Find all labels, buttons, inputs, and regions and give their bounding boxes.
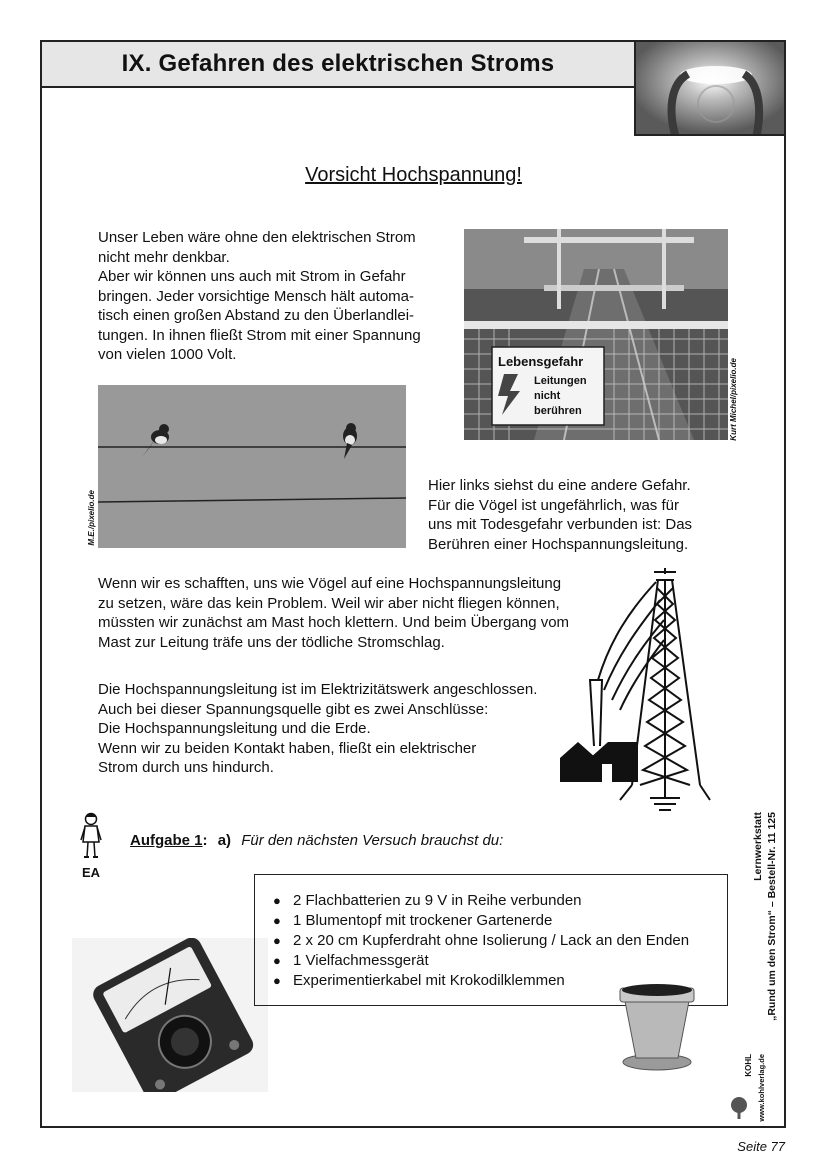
material-item: ● 2 x 20 cm Kupferdraht ohne Isolierung / Lack an den Enden <box>273 931 727 951</box>
intro-line: tungen. In ihnen fließt Strom mit einer Spannung <box>98 326 421 344</box>
sidebar-series-line: Lernwerkstatt <box>752 812 764 881</box>
railway-photo <box>464 229 728 440</box>
ea-label: EA <box>81 865 101 880</box>
sidebar-title <box>752 812 764 881</box>
birds-line: uns mit Todesgefahr verbunden ist: Das <box>428 516 693 533</box>
railway-photo-credit: Kurt Michel/pixelio.de <box>729 358 738 441</box>
sidebar-order-line: „Rund um den Strom“ – Bestell-Nr. 11 125 <box>766 812 778 1021</box>
warning-sign-line: nicht <box>534 390 561 402</box>
section-heading <box>0 164 827 187</box>
individual-work-marker <box>79 812 103 880</box>
task-part: a) <box>217 832 232 849</box>
birds-line: Für die Vögel ist ungefährlich, was für <box>428 496 679 514</box>
power-line: Auch bei dieser Spannungsquelle gibt es zwei Anschlüsse: <box>98 700 489 718</box>
warning-sign-line: Leitungen <box>534 375 587 387</box>
title-bar <box>40 40 636 88</box>
power-station-paragraph <box>98 680 578 778</box>
power-line: Wenn wir zu beiden Kontakt haben, fließt ein elektrischer <box>98 739 477 757</box>
climbing-line: Wenn wir es schafften, uns wie Vögel auf eine Hochspannungsleitung <box>98 575 562 592</box>
intro-line: bringen. Jeder vorsichtige Mensch hält automa- <box>98 287 414 305</box>
intro-paragraph <box>98 228 453 365</box>
warning-sign-line: berühren <box>534 405 582 417</box>
publisher-logo: KOHL <box>744 1054 753 1077</box>
warning-sign-text <box>534 374 587 419</box>
intro-line: tisch einen großen Abstand zu den Überlandlei- <box>98 307 415 324</box>
climbing-line: Mast zur Leitung träfe uns der tödliche Stromschlag. <box>98 633 445 651</box>
multimeter-photo <box>72 938 268 1092</box>
birds-line: Hier links siehst du eine andere Gefahr. <box>428 477 691 494</box>
publisher-url: www.kohlverlag.de <box>757 1054 766 1122</box>
task-line <box>130 832 503 849</box>
page-number: Seite 77 <box>737 1139 785 1154</box>
flower-pot-image <box>612 976 702 1072</box>
section-heading-text: Vorsicht Hochspannung! <box>305 164 522 186</box>
climbing-line: zu setzen, wäre das kein Problem. Weil wir aber nicht fliegen können, <box>98 594 560 612</box>
tree-logo-icon <box>728 1096 750 1120</box>
sidebar-order <box>766 812 778 1021</box>
birds-line: Berühren einer Hochspannungsleitung. <box>428 535 689 553</box>
intro-line: Aber wir können uns auch mit Strom in Gefahr <box>98 268 406 285</box>
intro-line: Unser Leben wäre ohne den elektrischen Strom <box>98 229 416 246</box>
materials-list <box>255 875 727 991</box>
task-label: Aufgabe 1 <box>130 832 203 849</box>
material-item: ● Experimentierkabel mit Krokodilklemmen <box>273 971 727 991</box>
warning-sign-title: Lebensgefahr <box>498 354 584 369</box>
task-instruction: Für den nächsten Versuch brauchst du: <box>241 832 504 849</box>
material-item: ● 2 Flachbatterien zu 9 V in Reihe verbunden <box>273 891 727 911</box>
climbing-line: müssten wir zunächst am Mast hoch klettern. Und beim Übergang vom <box>98 614 570 631</box>
power-line: Strom durch uns hindurch. <box>98 759 274 776</box>
material-item: ● 1 Vielfachmessgerät <box>273 951 727 971</box>
intro-line: nicht mehr denkbar. <box>98 248 230 266</box>
intro-line: von vielen 1000 Volt. <box>98 346 237 363</box>
birds-paragraph <box>428 476 728 554</box>
birds-photo <box>98 385 406 548</box>
power-line: Die Hochspannungsleitung ist im Elektrizitätswerk angeschlossen. <box>98 681 538 698</box>
power-line: Die Hochspannungsleitung und die Erde. <box>98 720 371 737</box>
spark-photo <box>634 40 786 136</box>
student-icon <box>79 812 103 862</box>
material-item: ● 1 Blumentopf mit trockener Gartenerde <box>273 911 727 931</box>
page-title: IX. Gefahren des elektrischen Stroms <box>121 50 555 77</box>
climbing-paragraph <box>98 574 618 652</box>
pylon-illustration <box>560 560 780 820</box>
task-colon: : <box>202 832 208 849</box>
birds-photo-credit: M.E./pixelio.de <box>87 490 96 546</box>
